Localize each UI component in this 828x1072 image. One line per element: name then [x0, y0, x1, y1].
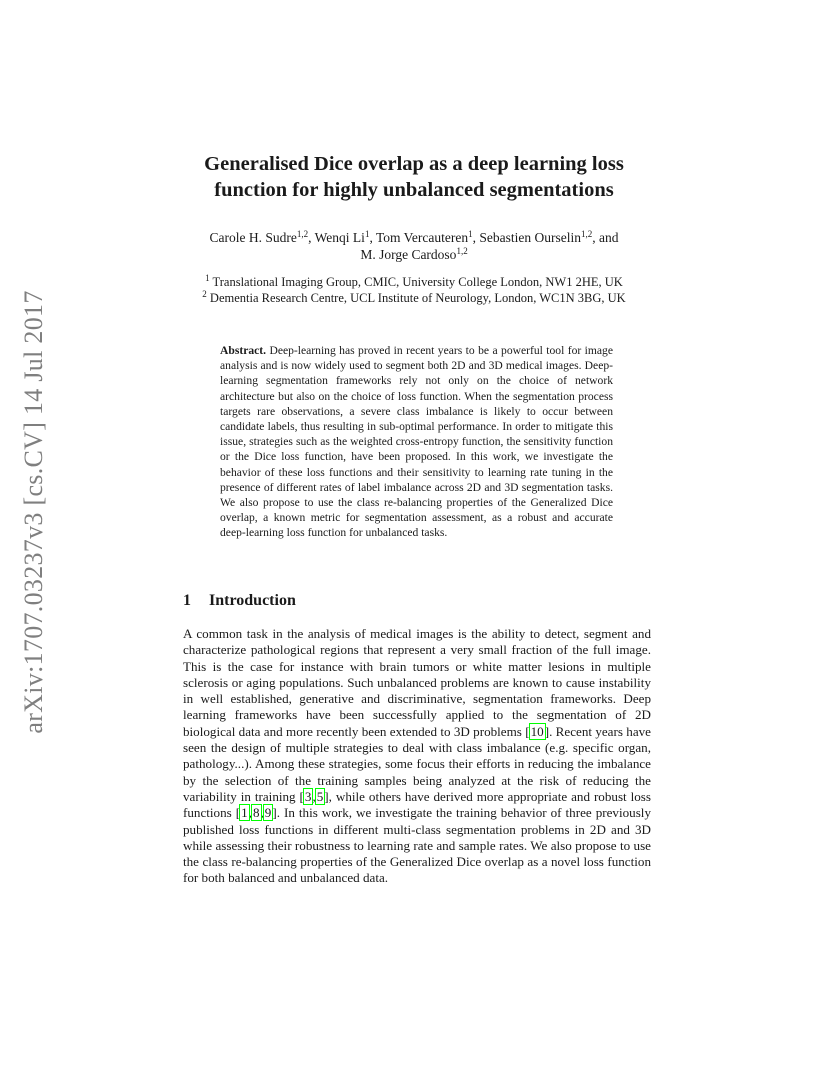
- abstract: [220, 343, 613, 541]
- affiliation-number: 1: [205, 273, 210, 283]
- author-affiliation-mark: 1,2: [580, 229, 593, 239]
- affiliation-number: 2: [202, 288, 207, 299]
- author-name: Carole H. Sudre: [209, 230, 297, 245]
- citation-link[interactable]: 1: [241, 805, 248, 821]
- affiliation-text: Translational Imaging Group, CMIC, University College London, NW1 2HE, UK: [209, 275, 623, 289]
- section-heading: [183, 591, 296, 611]
- citation-link[interactable]: 9: [264, 805, 272, 821]
- paragraph-text: , while others have derived more appropriate and robust loss functions: [183, 788, 652, 821]
- section-number: 1: [183, 592, 191, 609]
- affiliation-list: [150, 275, 678, 306]
- paragraph-text: . In this work, we investigate the training behavior of three previously published loss functions in different multi-class segmentation problems in 2D and 3D while assessing their robustness to learning rate and sample rates. We also propose to use the class re-balancing properties of the Generalized Dice overlap as a novel loss function for both balanced and unbalanced data.: [183, 805, 651, 886]
- abstract-text: Deep-learning has proved in recent years to be a powerful tool for image analysis and is now widely used to segment both 2D and 3D medical images. Deep-learning segmentation frameworks rely not only on the choice of network architecture but also on the choice of loss function. When the segmentation process targets rare observations, a severe class imbalance is likely to occur between candidate labels, thus resulting in sub-optimal performance. In order to mitigate this issue, strategies such as the weighted cross-entropy function, the sensitivity function or the Dice loss function, have been proposed. In this work, we investigate the behavior of these loss functions and their sensitivity to learning rate tuning in the presence of different rates of label imbalance across 2D and 3D segmentation tasks. We also propose to use the class re-balancing properties of the Generalized Dice overlap, a known metric for segmentation assessment, as a robust and accurate deep-learning loss function for unbalanced tasks.: [220, 344, 613, 540]
- title-line-2: function for highly unbalanced segmentations: [214, 179, 614, 201]
- citation-link[interactable]: 3: [304, 788, 312, 804]
- affiliation-item: [150, 275, 678, 291]
- citation-link[interactable]: 10: [530, 723, 544, 739]
- author-name: , Tom Vercauteren: [369, 230, 469, 245]
- citation-link[interactable]: 8: [252, 805, 260, 821]
- author-name: M. Jorge Cardoso: [360, 247, 457, 262]
- introduction-paragraph: A common task in the analysis of medical images is the ability to detect, segment and characterize pathological regions that represent a very small fraction of the full image. This is the case for instance with brain tumors or white matter lesions in multiple sclerosis or aging populations. Such unbalanced problems are known to cause instability in well established, generative and discriminative, segmentation frameworks. Deep learning frameworks have been successfully applied to the segmentation of 2D biological data and more recently been extended to 3D problems [10]. Recent years have seen the design of multiple strategies to deal with class imbalance (e.g. specific organ, pathology...). Among these strategies, some focus their efforts in reducing the imbalance by the selection of the training samples being analyzed at the risk of reducing the variability in training [3,5], while others have derived more appropriate and robust loss functions [1,8,9]. In this work, we investigate the training behavior of three previously published loss functions in different multi-class segmentation problems in 2D and 3D while assessing their robustness to learning rate and sample rates. We also propose to use the class re-balancing properties of the Generalized Dice overlap as a novel loss function for both balanced and unbalanced data.: [183, 626, 652, 886]
- abstract-label: Abstract.: [220, 344, 267, 357]
- citation-link[interactable]: 5: [316, 788, 324, 804]
- title-line-1: Generalised Dice overlap as a deep learning loss: [204, 153, 624, 175]
- affiliation-text: Dementia Research Centre, UCL Institute of Neurology, London, WC1N 3BG, UK: [206, 290, 626, 305]
- author-name: , Wenqi Li: [308, 230, 365, 245]
- author-affiliation-mark: 1: [468, 229, 473, 239]
- arxiv-identifier-text: arXiv:1707.03237v3 [cs.CV] 14 Jul 2017: [19, 290, 48, 734]
- affiliation-item: [150, 288, 678, 307]
- author-affiliation-mark: 1: [364, 229, 370, 239]
- paragraph-text: A common task in the analysis of medical images is the ability to detect, segment and characterize pathological regions that represent a very small fraction of the full image. This is the case for instance with brain tumors or white matter lesions in multiple sclerosis or aging populations. Such unbalanced problems are known to cause instability in well established, generative and discriminative, segmentation frameworks. Deep learning frameworks have been successfully applied to the segmentation of 2D biological data and more recently been extended to 3D problems: [183, 626, 651, 739]
- author-list: [120, 229, 708, 263]
- section-title: Introduction: [209, 592, 296, 609]
- author-conjunction: , and: [592, 230, 619, 245]
- paragraph-text: . Recent years have seen the design of multiple strategies to deal with class imbalance (e.g. specific organ, pathology...). Among these strategies, some focus their efforts in reducing the imbalance by the selection of the training samples being analyzed at the risk of reducing the variability in training: [183, 723, 651, 804]
- author-name: , Sebastien Ourselin: [472, 230, 581, 245]
- author-affiliation-mark: 1,2: [296, 229, 309, 239]
- paper-title: [100, 151, 728, 203]
- author-affiliation-mark: 1,2: [456, 246, 468, 256]
